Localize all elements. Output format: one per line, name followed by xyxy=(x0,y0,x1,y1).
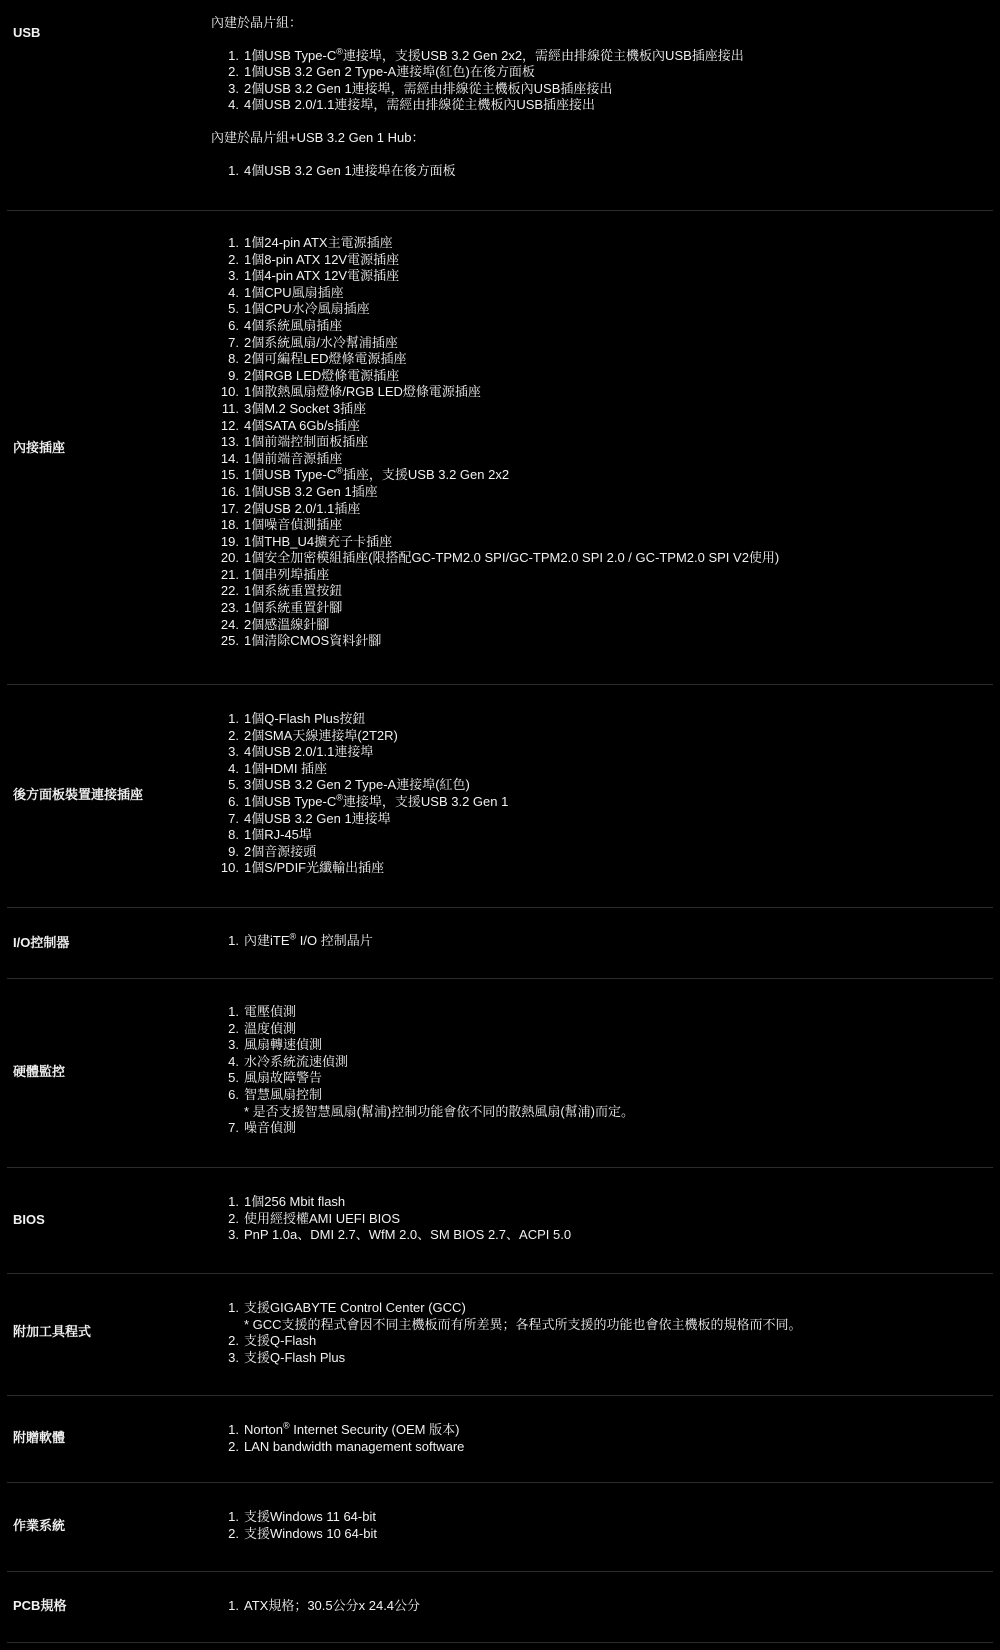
row-content xyxy=(211,1509,991,1542)
item-text-part: 1個USB Type-C xyxy=(244,793,337,809)
list-item xyxy=(211,617,991,634)
item-number: 11. xyxy=(221,400,239,416)
list-item xyxy=(211,335,991,352)
list-item xyxy=(211,1037,991,1054)
item-text: PnP 1.0a、DMI 2.7、WfM 2.0、SM BIOS 2.7、ACPI 5.0 xyxy=(244,1227,572,1243)
registered-mark: ® xyxy=(289,931,297,942)
list-item xyxy=(211,418,991,435)
list-item xyxy=(211,318,991,335)
list-item xyxy=(211,1227,991,1244)
item-text: 1個前端音源插座 xyxy=(244,450,343,466)
list-item xyxy=(211,567,991,584)
item-number: 9. xyxy=(228,367,239,383)
item-text xyxy=(244,48,744,65)
item-text: LAN bandwidth management software xyxy=(244,1438,465,1454)
item-number: 9. xyxy=(228,843,239,859)
spec-list xyxy=(211,1509,991,1542)
spec-row-io-controller xyxy=(0,908,1000,979)
item-text: 1個4-pin ATX 12V電源插座 xyxy=(244,268,400,284)
item-text xyxy=(244,933,373,950)
list-item xyxy=(211,1509,991,1526)
item-text: 4個SATA 6Gb/s插座 xyxy=(244,417,360,433)
spec-row-bundled-software xyxy=(0,1396,1000,1483)
registered-mark: ® xyxy=(336,46,343,57)
item-number: 1. xyxy=(228,1422,239,1437)
spec-row-bios xyxy=(0,1168,1000,1274)
spec-row-os xyxy=(0,1483,1000,1572)
item-text: 智慧風扇控制 xyxy=(244,1086,323,1102)
item-text-part: 1個USB Type-C xyxy=(244,467,337,483)
item-number: 1. xyxy=(228,1194,239,1209)
list-item xyxy=(211,467,991,484)
item-number: 4. xyxy=(228,97,239,113)
item-number: 5. xyxy=(228,301,239,317)
row-label: 內接插座 xyxy=(13,440,66,455)
item-number: 13. xyxy=(220,434,239,450)
spec-row-rear-panel xyxy=(0,685,1000,908)
item-text: 2個USB 2.0/1.1插座 xyxy=(244,500,361,516)
item-text: 風扇故障警告 xyxy=(244,1070,323,1086)
list-item xyxy=(211,1004,991,1021)
item-text-part: 連接埠，支援USB 3.2 Gen 2x2，需經由排線從主機板內USB插座接出 xyxy=(342,47,744,63)
list-item xyxy=(211,401,991,418)
list-item xyxy=(211,1211,991,1228)
item-number: 10. xyxy=(220,384,239,400)
item-number: 8. xyxy=(228,827,239,843)
item-text-part: I/O 控制晶片 xyxy=(296,933,373,948)
list-item xyxy=(211,1087,991,1104)
list-item xyxy=(211,1350,991,1367)
list-item xyxy=(211,1439,991,1456)
item-text: 1個RJ-45埠 xyxy=(244,827,312,843)
item-number: 5. xyxy=(228,777,239,793)
row-content xyxy=(211,235,991,650)
spec-list xyxy=(211,235,991,650)
list-item xyxy=(211,434,991,451)
item-text: 1個8-pin ATX 12V電源插座 xyxy=(244,251,400,267)
item-text-part: 連接埠，支援USB 3.2 Gen 1 xyxy=(342,793,509,809)
list-item xyxy=(211,351,991,368)
item-number: 2. xyxy=(228,1020,239,1036)
item-text: 噪音偵測 xyxy=(244,1120,297,1136)
list-item xyxy=(211,517,991,534)
list-item xyxy=(211,761,991,778)
row-label: I/O控制器 xyxy=(13,935,70,950)
item-number: 1. xyxy=(228,1004,239,1019)
list-item xyxy=(211,794,991,811)
item-text: 2個USB 3.2 Gen 1連接埠，需經由排線從主機板內USB插座接出 xyxy=(244,80,613,96)
list-item xyxy=(211,1300,991,1317)
list-item xyxy=(211,48,991,65)
item-note: * GCC支援的程式會因不同主機板而有所差異；各程式所支援的功能也會依主機板的規格而不同。 xyxy=(244,1316,802,1332)
row-label: 附贈軟體 xyxy=(13,1430,66,1445)
item-number: 1. xyxy=(228,1300,239,1315)
list-item xyxy=(211,268,991,285)
row-label: 附加工具程式 xyxy=(13,1324,92,1339)
item-text: 2個感溫線針腳 xyxy=(244,616,330,632)
item-text: 1個CPU風扇插座 xyxy=(244,284,344,300)
spec-list xyxy=(211,1194,991,1244)
item-number: 3. xyxy=(228,268,239,284)
item-number: 2. xyxy=(228,251,239,267)
row-label: 作業系統 xyxy=(13,1518,66,1533)
item-text: ATX規格；30.5公分x 24.4公分 xyxy=(244,1598,421,1613)
row-content xyxy=(211,15,991,179)
spec-list xyxy=(211,48,991,114)
row-label: BIOS xyxy=(13,1212,45,1227)
item-text: 1個24-pin ATX主電源插座 xyxy=(244,235,393,250)
row-content xyxy=(211,1194,991,1244)
registered-mark: ® xyxy=(336,792,343,803)
item-text: 2個SMA天線連接埠(2T2R) xyxy=(244,727,398,743)
item-number: 1. xyxy=(228,162,239,178)
row-content xyxy=(211,711,991,877)
item-text: 電壓偵測 xyxy=(244,1004,297,1019)
list-item xyxy=(211,301,991,318)
list-item xyxy=(211,1598,991,1615)
item-text: 4個系統風扇插座 xyxy=(244,317,343,333)
item-text: 1個THB_U4擴充子卡插座 xyxy=(244,533,393,549)
item-number: 7. xyxy=(228,334,239,350)
item-text: 使用經授權AMI UEFI BIOS xyxy=(244,1210,401,1226)
item-number: 7. xyxy=(228,1120,239,1136)
item-text: 1個系統重置按鈕 xyxy=(244,583,343,599)
item-number: 5. xyxy=(228,1070,239,1086)
item-text: 1個清除CMOS資料針腳 xyxy=(244,633,382,649)
item-text: 支援Windows 11 64-bit xyxy=(244,1509,376,1524)
list-item xyxy=(211,1526,991,1543)
item-number: 6. xyxy=(228,1086,239,1102)
spec-list xyxy=(211,933,991,950)
list-item xyxy=(211,744,991,761)
item-text: 2個RGB LED燈條電源插座 xyxy=(244,367,400,383)
item-number: 10. xyxy=(220,860,239,876)
item-text: 1個散熱風扇燈條/RGB LED燈條電源插座 xyxy=(244,384,481,400)
item-number: 24. xyxy=(220,616,239,632)
spec-row-hardware-monitor xyxy=(0,979,1000,1168)
item-text: 支援Q-Flash xyxy=(244,1333,317,1349)
item-text xyxy=(244,1422,459,1439)
list-item xyxy=(211,97,991,114)
list-item xyxy=(211,1054,991,1071)
spec-list xyxy=(211,711,991,877)
item-number: 6. xyxy=(228,317,239,333)
item-number: 18. xyxy=(220,517,239,533)
spec-list xyxy=(211,1598,991,1615)
item-number: 25. xyxy=(220,633,239,649)
list-item xyxy=(211,1021,991,1038)
item-number: 20. xyxy=(220,550,239,566)
spec-list xyxy=(211,1300,991,1366)
list-item xyxy=(211,844,991,861)
item-note: * 是否支援智慧風扇(幫浦)控制功能會依不同的散熱風扇(幫浦)而定。 xyxy=(244,1103,634,1119)
item-number: 2. xyxy=(228,727,239,743)
spec-row-internal-connectors xyxy=(0,211,1000,685)
list-item xyxy=(211,600,991,617)
registered-mark: ® xyxy=(283,1420,290,1431)
item-text: 1個噪音偵測插座 xyxy=(244,517,343,533)
list-item xyxy=(211,235,991,252)
item-number: 21. xyxy=(220,566,239,582)
item-text-part: Norton xyxy=(244,1422,284,1437)
list-item xyxy=(211,285,991,302)
item-number: 16. xyxy=(220,483,239,499)
item-text: 1個256 Mbit flash xyxy=(244,1194,346,1209)
list-item xyxy=(211,534,991,551)
item-text xyxy=(244,794,508,811)
item-number: 2. xyxy=(228,1333,239,1349)
item-text: 4個USB 3.2 Gen 1連接埠 xyxy=(244,810,391,826)
list-item xyxy=(211,1194,991,1211)
item-text-part: 1個USB Type-C xyxy=(244,47,337,63)
list-item xyxy=(211,550,991,567)
list-item xyxy=(211,811,991,828)
list-item xyxy=(211,1070,991,1087)
item-number: 15. xyxy=(220,467,239,483)
spec-list xyxy=(211,163,991,180)
row-label: USB xyxy=(13,25,41,40)
item-text: 1個Q-Flash Plus按鈕 xyxy=(244,711,366,726)
item-number: 8. xyxy=(228,351,239,367)
item-number: 19. xyxy=(220,533,239,549)
item-number: 2. xyxy=(228,1525,239,1541)
list-item xyxy=(211,451,991,468)
item-text: 1個CPU水冷風扇插座 xyxy=(244,301,370,317)
item-text: 水冷系統流速偵測 xyxy=(244,1053,349,1069)
item-text: 風扇轉速偵測 xyxy=(244,1037,323,1053)
group-intro: 內建於晶片組+USB 3.2 Gen 1 Hub： xyxy=(211,129,425,145)
item-text: 支援GIGABYTE Control Center (GCC) xyxy=(244,1300,466,1315)
item-text: 3個USB 3.2 Gen 2 Type-A連接埠(紅色) xyxy=(244,777,470,793)
item-text: 2個系統風扇/水冷幫浦插座 xyxy=(244,334,398,350)
list-item xyxy=(211,583,991,600)
item-text: 2個可編程LED燈條電源插座 xyxy=(244,351,407,367)
item-number: 6. xyxy=(228,793,239,809)
item-number: 1. xyxy=(228,1598,239,1613)
spec-list xyxy=(211,1004,991,1137)
list-item xyxy=(211,384,991,401)
row-content xyxy=(211,1598,991,1615)
list-item xyxy=(211,252,991,269)
row-content xyxy=(211,933,991,950)
list-item xyxy=(211,501,991,518)
list-item xyxy=(211,1120,991,1137)
item-text: 溫度偵測 xyxy=(244,1020,297,1036)
item-number: 1. xyxy=(228,47,239,63)
item-number: 1. xyxy=(228,711,239,726)
item-text: 1個USB 3.2 Gen 1插座 xyxy=(244,483,378,499)
item-number: 3. xyxy=(228,1349,239,1365)
item-number: 3. xyxy=(228,1037,239,1053)
item-text: 1個前端控制面板插座 xyxy=(244,434,369,450)
list-item xyxy=(211,777,991,794)
row-label: 後方面板裝置連接插座 xyxy=(13,787,144,802)
spec-row-pcb xyxy=(0,1572,1000,1650)
list-item xyxy=(211,711,991,728)
list-item xyxy=(211,1422,991,1439)
item-text: 3個M.2 Socket 3插座 xyxy=(244,400,367,416)
item-text: 1個系統重置針腳 xyxy=(244,600,343,616)
list-item xyxy=(211,633,991,650)
item-text: 2個音源接頭 xyxy=(244,843,317,859)
row-content xyxy=(211,1300,991,1366)
row-label: PCB規格 xyxy=(13,1598,67,1613)
spec-list xyxy=(211,1422,991,1455)
row-content xyxy=(211,1004,991,1137)
list-item xyxy=(211,368,991,385)
item-number: 7. xyxy=(228,810,239,826)
item-number: 3. xyxy=(228,80,239,96)
spec-row-usb xyxy=(0,0,1000,211)
row-label: 硬體監控 xyxy=(13,1064,66,1079)
item-number: 1. xyxy=(228,933,239,948)
item-text: 4個USB 3.2 Gen 1連接埠在後方面板 xyxy=(244,162,456,178)
spec-row-utilities xyxy=(0,1274,1000,1396)
item-number: 22. xyxy=(220,583,239,599)
item-text: 支援Q-Flash Plus xyxy=(244,1349,346,1365)
item-number: 17. xyxy=(220,500,239,516)
list-item xyxy=(211,728,991,745)
item-number: 23. xyxy=(220,600,239,616)
item-text-part: 內建iTE xyxy=(244,933,290,948)
list-item xyxy=(211,484,991,501)
list-item xyxy=(211,64,991,81)
item-text: 1個HDMI 插座 xyxy=(244,760,328,776)
list-item xyxy=(211,827,991,844)
item-text: 1個串列埠插座 xyxy=(244,566,330,582)
item-number: 4. xyxy=(228,284,239,300)
item-text: 支援Windows 10 64-bit xyxy=(244,1525,377,1541)
item-text: 1個安全加密模組插座(限搭配GC-TPM2.0 SPI/GC-TPM2.0 SPI 2.0 / GC-TPM2.0 SPI V2使用) xyxy=(244,550,780,566)
row-content xyxy=(211,1422,991,1455)
item-number: 1. xyxy=(228,1509,239,1524)
item-number: 14. xyxy=(220,450,239,466)
item-text-part: 插座，支援USB 3.2 Gen 2x2 xyxy=(342,467,510,483)
item-number: 2. xyxy=(228,64,239,80)
item-number: 3. xyxy=(228,744,239,760)
item-text: 1個USB 3.2 Gen 2 Type-A連接埠(紅色)在後方面板 xyxy=(244,64,535,80)
list-item xyxy=(211,933,991,950)
item-text-part: Internet Security (OEM 版本) xyxy=(289,1422,460,1437)
item-number: 12. xyxy=(220,417,239,433)
item-number: 3. xyxy=(228,1227,239,1243)
item-text: 1個S/PDIF光纖輸出插座 xyxy=(244,860,385,876)
item-number: 2. xyxy=(228,1210,239,1226)
row-divider xyxy=(7,1642,993,1643)
list-item xyxy=(211,1333,991,1350)
list-item xyxy=(211,860,991,877)
item-number: 1. xyxy=(228,235,239,250)
item-text: 4個USB 2.0/1.1連接埠，需經由排線從主機板內USB插座接出 xyxy=(244,97,596,113)
item-number: 2. xyxy=(228,1438,239,1454)
registered-mark: ® xyxy=(336,465,343,476)
list-item xyxy=(211,81,991,98)
group-intro: 內建於晶片組： xyxy=(211,15,303,30)
item-number: 4. xyxy=(228,1053,239,1069)
list-item xyxy=(211,163,991,180)
item-text xyxy=(244,467,509,484)
item-text: 4個USB 2.0/1.1連接埠 xyxy=(244,744,374,760)
item-number: 4. xyxy=(228,760,239,776)
